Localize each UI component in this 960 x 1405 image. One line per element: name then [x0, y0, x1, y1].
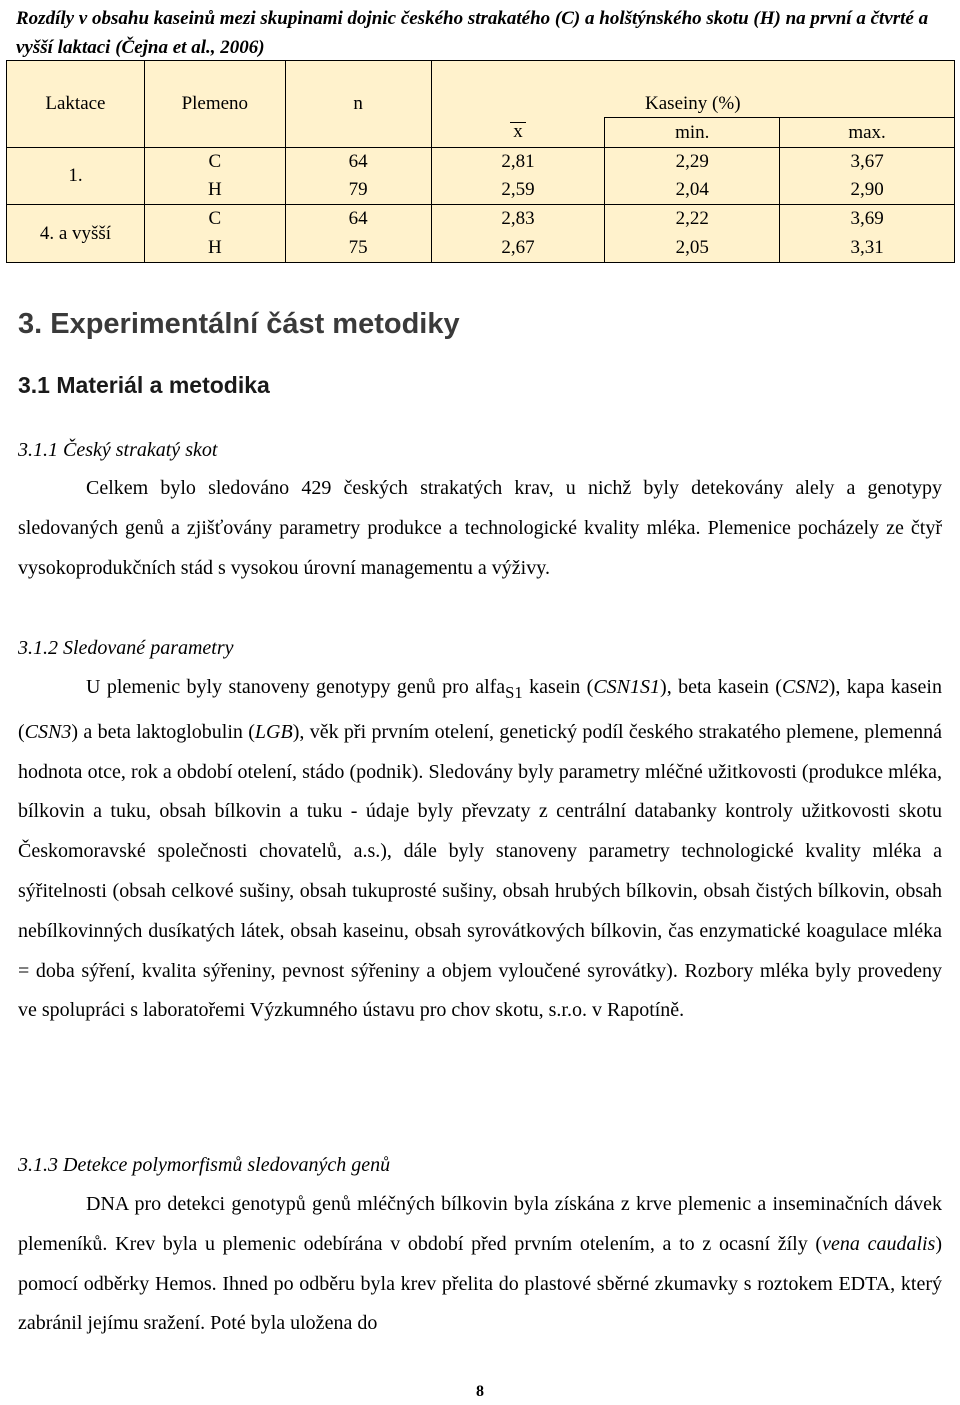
text-run: ), věk při prvním otelení, genetický podíl českého strakatého plemene, plemenná hodnota otce, rok a období otelení, stádo (podnik). Sledovány byly parametry mléčné užitkovosti (produkce mléka, bílkovin a tuku, obsah bílkovin a tuku - údaje byly převzaty z centrální databanky kontroly užitkovosti skotu Českomoravské společnosti chovatelů, a.s.), dále byly stanoveny parametry technologické kvality mléka a sýřitelnosti (obsah celkové sušiny, obsah tukuprosté sušiny, obsah hrubých bílkovin, obsah čistých bílkovin, obsah nebílkovinných dusíkatých látek, obsah kaseinu, obsah syrovátkových bílkovin, čas enzymatické koagulace mléka = doba sýření, kvalita sýřeniny, pevnost sýřeniny a objem vyloučené syrovátky). Rozbory mléka byly provedeny ve spolupráci s laboratořemi Výzkumného ústavu pro chov skotu, s.r.o. v Rapotíně.	[18, 720, 942, 1022]
header-mean	[431, 118, 605, 148]
text-run: kasein (	[522, 676, 594, 698]
text-run: ) a beta laktoglobulin (	[71, 720, 255, 743]
gene-name: CSN3	[24, 720, 72, 743]
subscript: S1	[505, 683, 523, 702]
text-run: ) pomocí odběrky Hemos. Ihned po odběru byla krev přelita do plastové sběrné zkumavky s roztokem EDTA, který zabránil jejímu sražení. Poté byla uložena do	[18, 1232, 943, 1335]
text-run: DNA pro detekci genotypů genů mléčných bílkovin byla získána z krve plemenic a inseminačních dávek plemeníků. Krev byla u plemenic odebírána v období před prvním otelením, a to z ocasní žíly (	[18, 1193, 942, 1255]
paragraph-3-1-1	[18, 469, 942, 588]
mean-symbol: x	[510, 122, 526, 141]
paragraph-3-1-3	[18, 1185, 942, 1344]
laktace-cell: 1.	[7, 148, 145, 205]
heading-3-1-2: 3.1.2 Sledované parametry	[18, 637, 234, 659]
page-number: 8	[476, 1383, 484, 1400]
n-cell: 75	[285, 234, 431, 263]
header-max: max.	[780, 118, 955, 148]
text-run: U plemenic byly stanoveny genotypy genů pro alfa	[86, 676, 506, 698]
header-kaseiny: Kaseiny (%)	[431, 61, 954, 118]
plemeno-cell: H	[144, 176, 285, 205]
section-title: 3. Experimentální část metodiky	[18, 308, 460, 340]
gene-name: CSN2	[781, 676, 829, 698]
paragraph-3-1-2	[18, 668, 942, 1031]
plemeno-cell: C	[144, 205, 285, 234]
text-run: ), beta kasein (	[660, 676, 782, 698]
heading-3-1-3: 3.1.3 Detekce polymorfismů sledovaných genů	[18, 1154, 391, 1176]
header-min: min.	[605, 118, 780, 148]
latin-term: vena caudalis	[822, 1232, 936, 1255]
plemeno-cell: H	[144, 234, 285, 263]
min-cell: 2,04	[605, 176, 780, 205]
mean-cell: 2,81	[431, 148, 605, 176]
gene-name: CSN1S1	[593, 676, 661, 698]
subsection-title: 3.1 Materiál a metodika	[18, 372, 270, 398]
paragraph-text: Celkem bylo sledováno 429 českých strakatých krav, u nichž byly detekovány alely a genotypy sledovaných genů a zjišťovány parametry produkce a technologické kvality mléka. Plemenice pocházely ze čtyř vysokoprodukčních stád s vysokou úrovní managementu a výživy.	[18, 477, 942, 579]
max-cell: 3,69	[780, 205, 955, 234]
casein-table	[6, 60, 955, 263]
n-cell: 79	[285, 176, 431, 205]
max-cell: 3,67	[780, 148, 955, 176]
laktace-cell: 4. a vyšší	[7, 205, 145, 263]
mean-cell: 2,83	[431, 205, 605, 234]
text-run: ), kapa kasein (	[18, 676, 942, 743]
heading-3-1-1: 3.1.1 Český strakatý skot	[18, 439, 218, 461]
plemeno-cell: C	[144, 148, 285, 176]
header-plemeno: Plemeno	[144, 61, 285, 148]
min-cell: 2,22	[605, 205, 780, 234]
n-cell: 64	[285, 148, 431, 176]
gene-name: LGB	[254, 720, 293, 743]
min-cell: 2,29	[605, 148, 780, 176]
mean-cell: 2,67	[431, 234, 605, 263]
header-n: n	[285, 61, 431, 148]
mean-cell: 2,59	[431, 176, 605, 205]
table-caption: Rozdíly v obsahu kaseinů mezi skupinami dojnic českého strakatého (C) a holštýnského skotu (H) na první a čtvrté a vyšší laktaci (Čejna et al., 2006)	[16, 8, 929, 58]
max-cell: 3,31	[780, 234, 955, 263]
header-laktace: Laktace	[7, 61, 145, 148]
min-cell: 2,05	[605, 234, 780, 263]
max-cell: 2,90	[780, 176, 955, 205]
n-cell: 64	[285, 205, 431, 234]
